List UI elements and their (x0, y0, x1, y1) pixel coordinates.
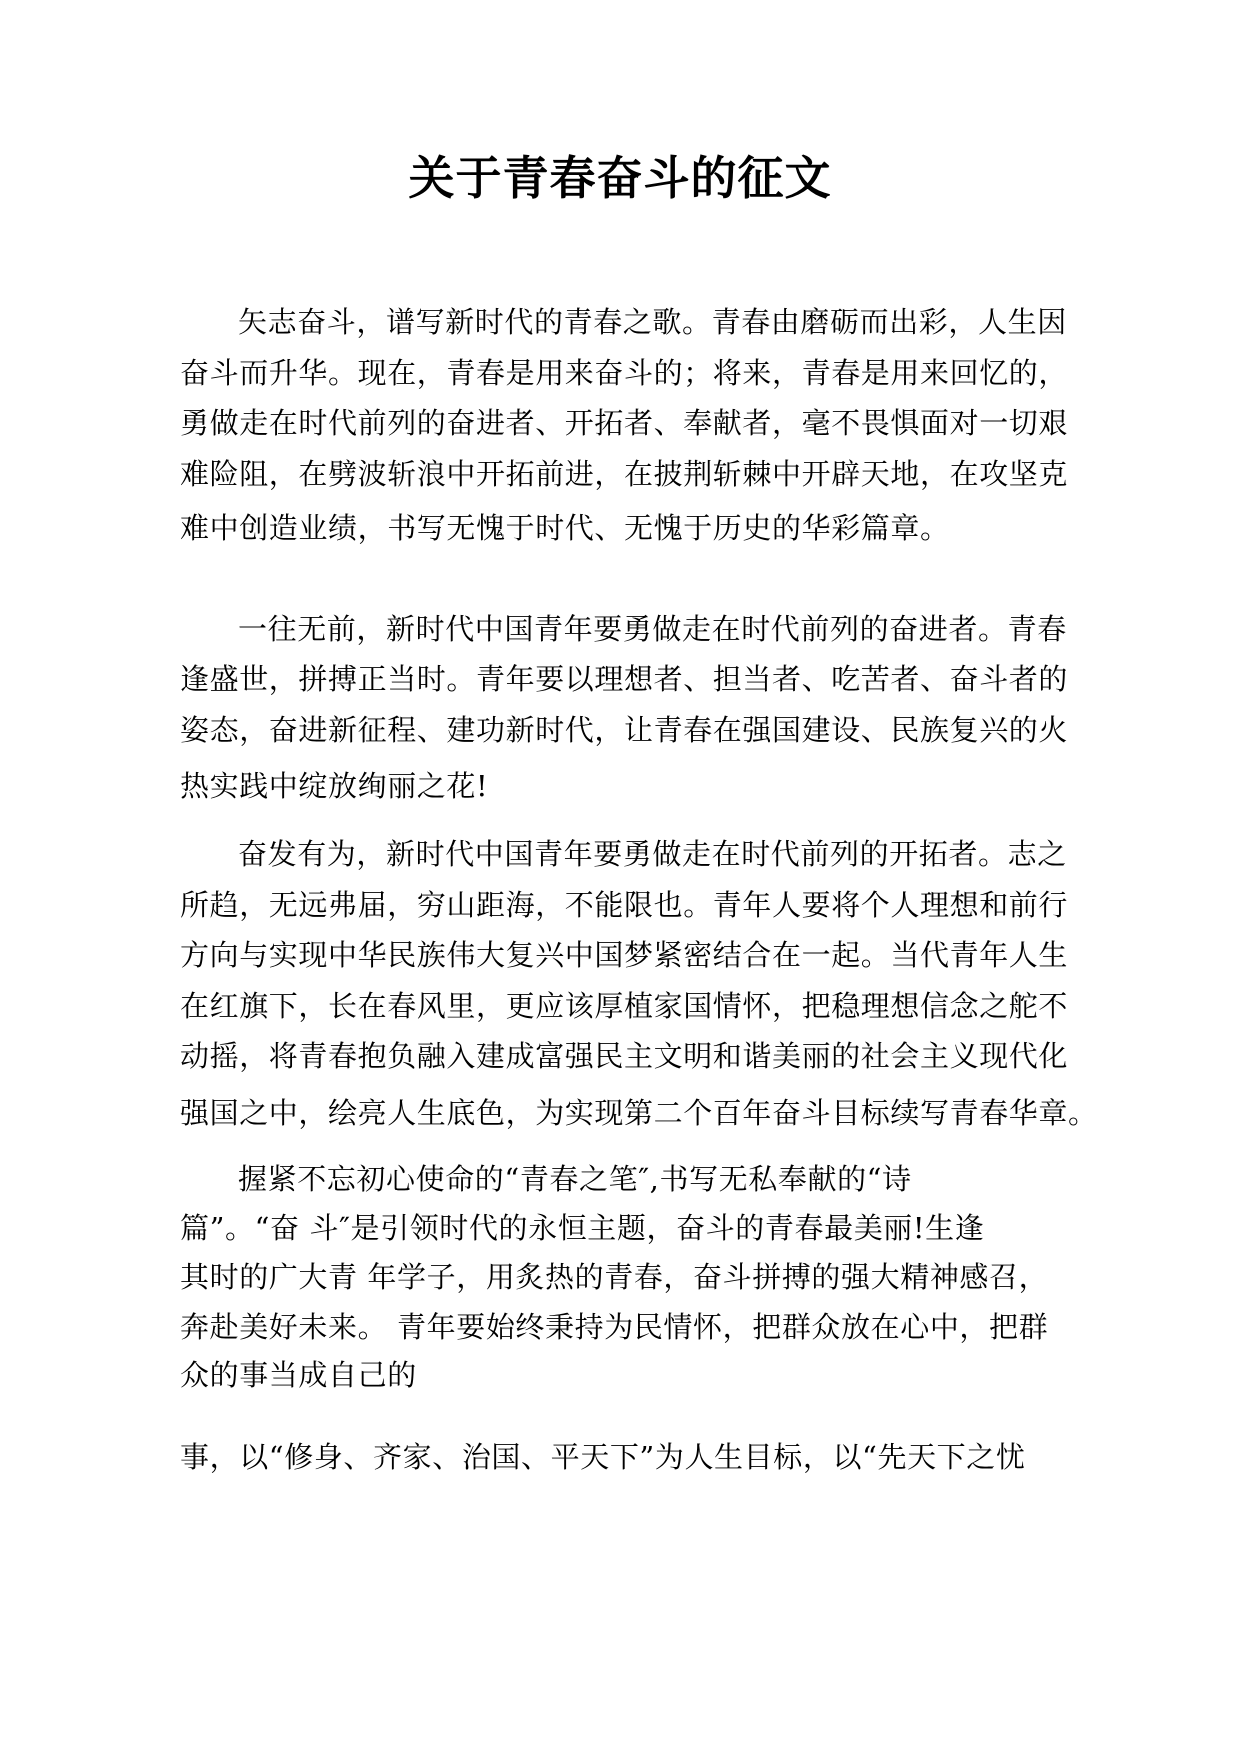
document-title: 关于青春奋斗的征文 (408, 151, 832, 205)
paragraph-line: 方向与实现中华民族伟大复兴中国梦紧密结合在一起。当代青年人生 (180, 938, 1069, 972)
paragraph-line: 一往无前，新时代中国青年要勇做走在时代前列的奋进者。青春 (238, 612, 1067, 646)
paragraph-line: 难中创造业绩，书写无愧于时代、无愧于历史的华彩篇章。 (180, 511, 950, 545)
paragraph-line: 强国之中，绘亮人生底色，为实现第二个百年奋斗目标续写青春华章。 (180, 1096, 1098, 1130)
paragraph-line: 逢盛世，拼搏正当时。青年要以理想者、担当者、吃苦者、奋斗者的 (180, 662, 1069, 696)
paragraph-line: 勇做走在时代前列的奋进者、开拓者、奉献者，毫不畏惧面对一切艰 (180, 406, 1069, 440)
paragraph-line: 所趋，无远弗届，穷山距海，不能限也。青年人要将个人理想和前行 (180, 888, 1069, 922)
paragraph-line: 握紧不忘初心使命的“青春之笔″,书写无私奉献的“诗 (238, 1162, 912, 1196)
paragraph-line: 事，以“修身、齐家、治国、平天下”为人生目标，以“先天下之忧 (180, 1440, 1026, 1474)
paragraph-line: 奋斗而升华。现在，青春是用来奋斗的；将来，青春是用来回忆的， (180, 356, 1069, 390)
paragraph-line: 矢志奋斗，谱写新时代的青春之歌。青春由磨砺而出彩，人生因 (238, 305, 1067, 339)
paragraph-line: 姿态，奋进新征程、建功新时代，让青春在强国建设、民族复兴的火 (180, 713, 1069, 747)
paragraph-line: 难险阻，在劈波斩浪中开拓前进，在披荆斩棘中开辟天地，在攻坚克 (180, 457, 1069, 491)
paragraph-line: 篇”。“奋 斗″是引领时代的永恒主题，奋斗的青春最美丽!生逢 (180, 1211, 985, 1245)
paragraph-line: 在红旗下，长在春风里，更应该厚植家国情怀，把稳理想信念之舵不 (180, 989, 1069, 1023)
paragraph-line: 奔赴美好未来。 青年要始终秉持为民情怀，把群众放在心中，把群 (180, 1310, 1049, 1344)
paragraph-line: 其时的广大青 年学子，用炙热的青春，奋斗拼搏的强大精神感召， (180, 1260, 1049, 1294)
paragraph-line: 热实践中绽放绚丽之花! (180, 769, 489, 803)
paragraph-line: 动摇，将青春抱负融入建成富强民主文明和谐美丽的社会主义现代化 (180, 1039, 1069, 1073)
paragraph-line: 众的事当成自己的 (180, 1358, 417, 1392)
paragraph-line: 奋发有为，新时代中国青年要勇做走在时代前列的开拓者。志之 (238, 837, 1067, 871)
